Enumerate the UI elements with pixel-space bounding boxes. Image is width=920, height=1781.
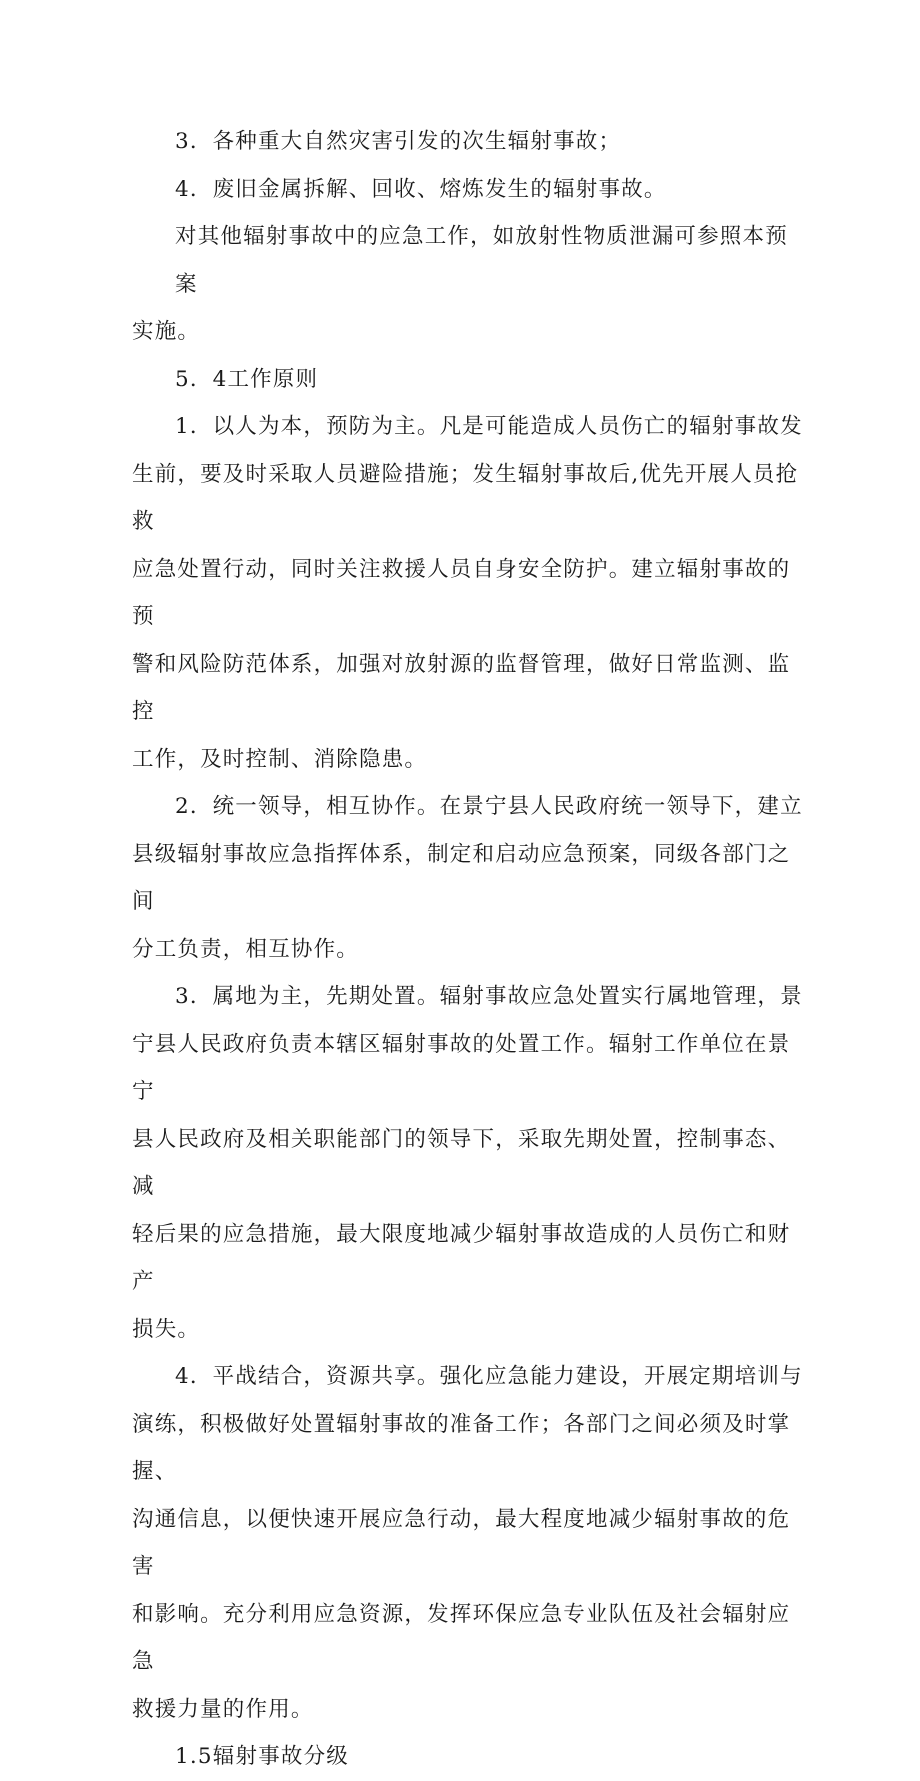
paragraph-principle-3 [132,973,810,1353]
line: 3．属地为主，先期处置。辐射事故应急处置实行属地管理，景 [175,984,803,1009]
paragraph-other-accidents [132,213,810,356]
paragraph-principle-1 [132,403,810,783]
line: 救援力量的作用。 [132,1696,314,1722]
line: 和影响。充分利用应急资源，发挥环保应急专业队伍及社会辐射应急 [132,1601,791,1674]
line: 分工负责，相互协作。 [132,936,360,962]
line: 4．平战结合，资源共享。强化应急能力建设，开展定期培训与 [175,1364,803,1389]
line: 实施。 [132,319,201,344]
line: 县级辐射事故应急指挥体系，制定和启动应急预案，同级各部门之间 [132,841,791,914]
line: 沟通信息，以便快速开展应急行动，最大程度地减少辐射事故的危害 [132,1506,791,1579]
line: 警和风险防范体系，加强对放射源的监督管理，做好日常监测、监控 [132,651,791,724]
line: 轻后果的应急措施，最大限度地减少辐射事故造成的人员伤亡和财产 [132,1221,791,1294]
line: 生前，要及时采取人员避险措施；发生辐射事故后,优先开展人员抢救 [132,461,799,534]
list-item-3 [132,118,810,166]
line: 宁县人民政府负责本辖区辐射事故的处置工作。辐射工作单位在景宁 [132,1031,791,1104]
line: 损失。 [132,1316,201,1342]
section-heading-work-principles [132,356,810,404]
paragraph-principle-2 [132,783,810,973]
line: 1．以人为本，预防为主。凡是可能造成人员伤亡的辐射事故发 [175,414,803,439]
line: 演练，积极做好处置辐射事故的准备工作；各部门之间必须及时掌握、 [132,1411,791,1484]
line: 县人民政府及相关职能部门的领导下，采取先期处置，控制事态、减 [132,1126,791,1199]
line: 2．统一领导，相互协作。在景宁县人民政府统一领导下，建立 [175,794,803,819]
section-heading-accident-classification [132,1733,810,1781]
line: 1.5辐射事故分级 [175,1744,349,1769]
line: 工作，及时控制、消除隐患。 [132,746,428,772]
line: 3．各种重大自然灾害引发的次生辐射事故； [175,129,622,154]
paragraph-principle-4 [132,1353,810,1733]
line: 应急处置行动，同时关注救援人员自身安全防护。建立辐射事故的预 [132,556,791,629]
line: 对其他辐射事故中的应急工作，如放射性物质泄漏可参照本预案 [175,224,788,297]
line: 5．4工作原则 [175,366,319,392]
list-item-4 [132,166,810,214]
line: 4．废旧金属拆解、回收、熔炼发生的辐射事故。 [175,176,667,202]
